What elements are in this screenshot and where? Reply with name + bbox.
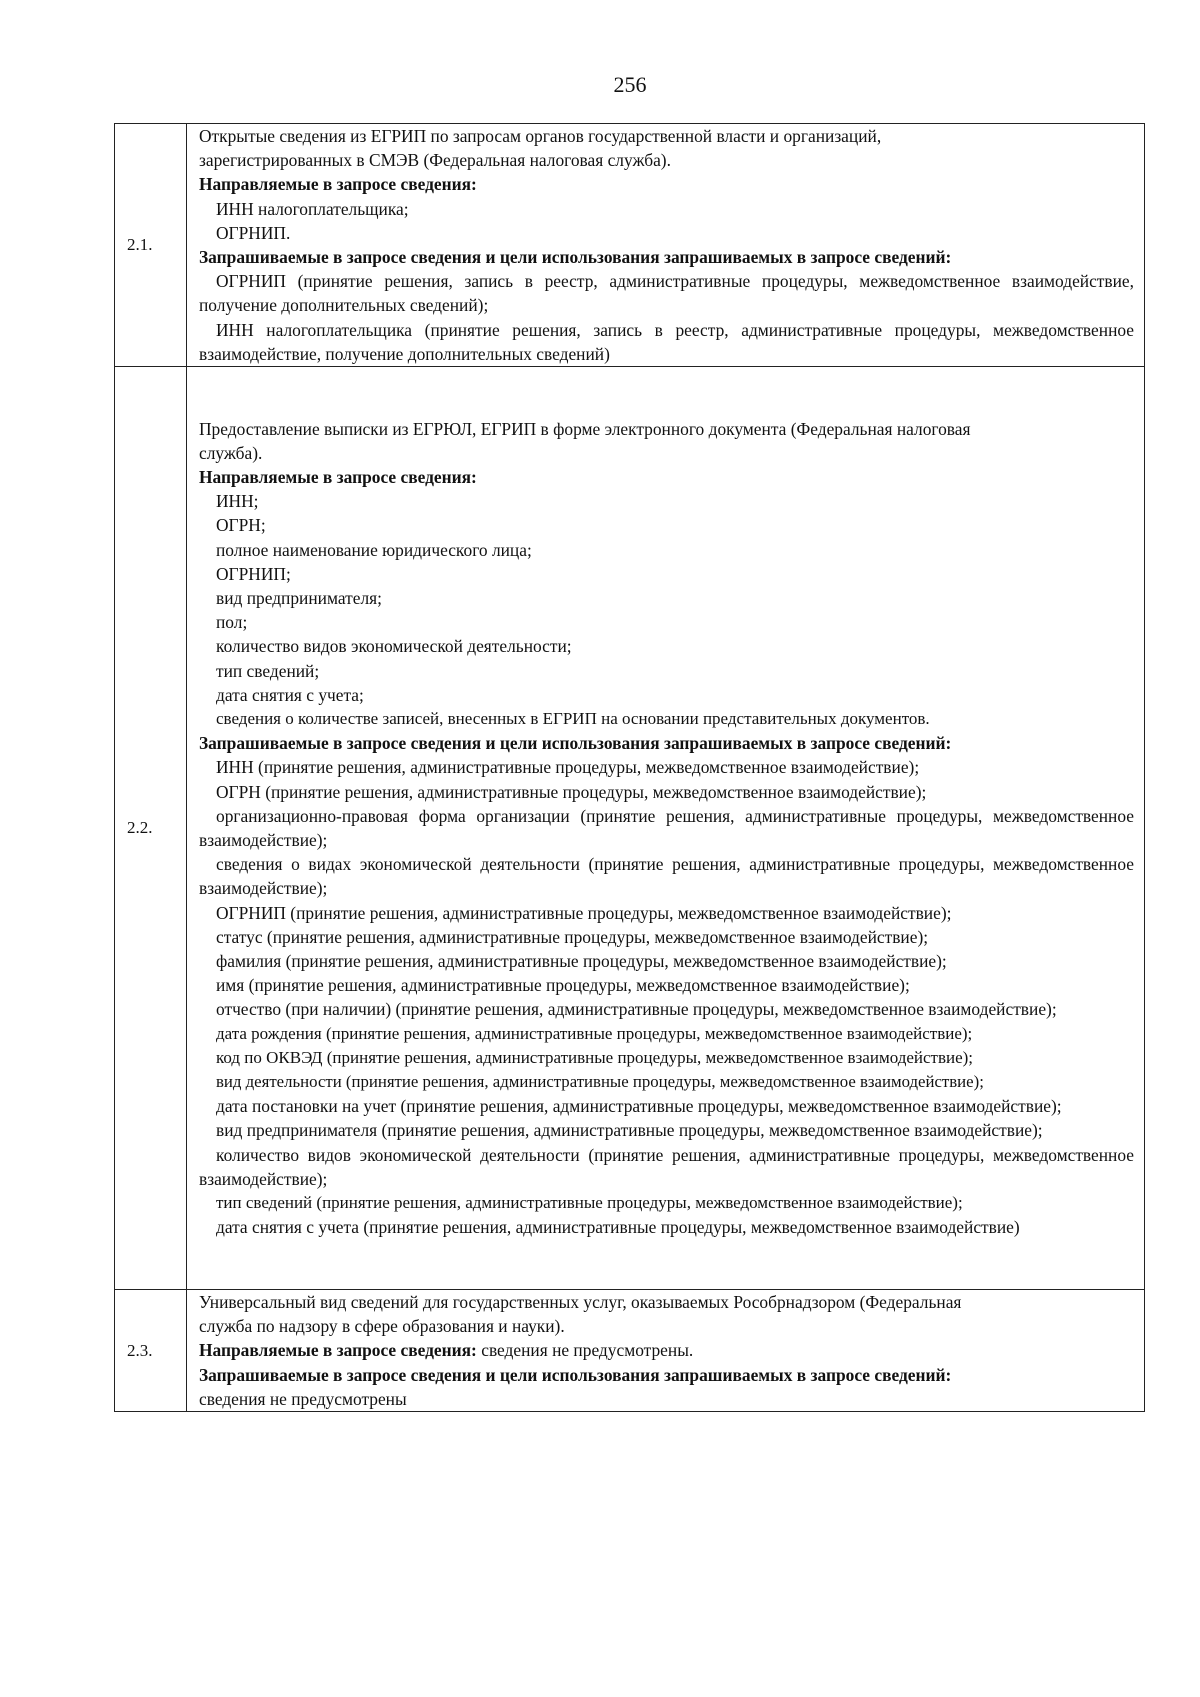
requested-data-item: количество видов экономической деятельности (принятие решения, административные процедуры, межведомственное взаимодействие); bbox=[199, 1144, 1134, 1189]
requested-data-item: ИНН (принятие решения, административные процедуры, межведомственное взаимодействие); bbox=[216, 757, 920, 778]
sent-data-item: сведения о количестве записей, внесенных в ЕГРИП на основании представительных документов. bbox=[216, 709, 930, 729]
sent-data-item: количество видов экономической деятельности; bbox=[216, 636, 572, 657]
requested-data-item: ОГРН (принятие решения, административные процедуры, межведомственное взаимодействие); bbox=[216, 781, 927, 802]
requested-data-heading: Запрашиваемые в запросе сведения и цели использования запрашиваемых в запросе сведений: bbox=[199, 733, 952, 754]
service-title-line: Предоставление выписки из ЕГРЮЛ, ЕГРИП в форме электронного документа (Федеральная налоговая bbox=[199, 418, 971, 439]
requested-data-item: тип сведений (принятие решения, административные процедуры, межведомственное взаимодействие); bbox=[216, 1193, 963, 1213]
sent-data-value: сведения не предусмотрены. bbox=[481, 1340, 694, 1361]
requested-data-item: сведения о видах экономической деятельности (принятие решения, административные процедуры, межведомственное взаимодействие); bbox=[199, 854, 1134, 899]
row-number: 2.3. bbox=[115, 1290, 187, 1412]
requested-data-heading: Запрашиваемые в запросе сведения и цели использования запрашиваемых в запросе сведений: bbox=[199, 1364, 952, 1385]
requested-data-item: фамилия (принятие решения, административные процедуры, межведомственное взаимодействие); bbox=[216, 951, 947, 972]
requested-data-item: отчество (при наличии) (принятие решения, административные процедуры, межведомственное взаимодействие); bbox=[216, 999, 1057, 1020]
requested-data-item: вид деятельности (принятие решения, административные процедуры, межведомственное взаимодействие); bbox=[216, 1072, 984, 1092]
sent-data-heading: Направляемые в запросе сведения: bbox=[199, 174, 477, 195]
sent-data-item: полное наименование юридического лица; bbox=[216, 539, 532, 560]
service-title-line: служба). bbox=[199, 442, 263, 463]
requested-data-item: дата снятия с учета (принятие решения, административные процедуры, межведомственное взаимодействие) bbox=[216, 1217, 1020, 1238]
sent-data-item: ОГРНИП; bbox=[216, 563, 291, 584]
requested-data-item: ИНН налогоплательщика (принятие решения, запись в реестр, административные процедуры, межведомственное взаимодействие, получение дополнительных сведений) bbox=[199, 319, 1134, 364]
sent-data-item: пол; bbox=[216, 612, 248, 633]
sent-data-heading: Направляемые в запросе сведения: bbox=[199, 466, 477, 487]
service-title-line: служба по надзору в сфере образования и науки). bbox=[199, 1316, 565, 1337]
services-table bbox=[114, 123, 1145, 1412]
requested-data-heading: Запрашиваемые в запросе сведения и цели использования запрашиваемых в запросе сведений: bbox=[199, 247, 952, 268]
sent-data-heading: Направляемые в запросе сведения: bbox=[199, 1340, 477, 1361]
requested-data-item: дата рождения (принятие решения, административные процедуры, межведомственное взаимодействие); bbox=[216, 1023, 973, 1043]
service-title-line: Открытые сведения из ЕГРИП по запросам органов государственной власти и организаций, bbox=[199, 126, 882, 146]
sent-data-item: тип сведений; bbox=[216, 660, 320, 681]
requested-data-item: ОГРНИП (принятие решения, запись в реестр, административные процедуры, межведомственное взаимодействие, получение дополнительных сведений); bbox=[199, 271, 1134, 316]
table-row bbox=[115, 367, 1145, 1290]
sent-data-item: дата снятия с учета; bbox=[216, 684, 364, 705]
requested-data-item: организационно-правовая форма организации (принятие решения, административные процедуры, межведомственное взаимодействие); bbox=[199, 805, 1134, 851]
requested-data-value: сведения не предусмотрены bbox=[199, 1388, 407, 1409]
row-content bbox=[187, 1290, 1145, 1412]
row-content bbox=[187, 124, 1145, 367]
service-title-line: Универсальный вид сведений для государственных услуг, оказываемых Рособрнадзором (Федеральная bbox=[199, 1292, 962, 1313]
service-title-line: зарегистрированных в СМЭВ (Федеральная налоговая служба). bbox=[199, 150, 671, 171]
row-number: 2.2. bbox=[115, 367, 187, 1290]
page-number: 256 bbox=[613, 72, 647, 97]
requested-data-item: код по ОКВЭД (принятие решения, административные процедуры, межведомственное взаимодействие); bbox=[216, 1047, 974, 1067]
sent-data-item: ОГРНИП. bbox=[216, 222, 291, 243]
sent-data-item: вид предпринимателя; bbox=[216, 588, 382, 608]
requested-data-item: ОГРНИП (принятие решения, административные процедуры, межведомственное взаимодействие); bbox=[216, 902, 952, 923]
requested-data-item: дата постановки на учет (принятие решения, административные процедуры, межведомственное взаимодействие); bbox=[216, 1096, 1062, 1117]
row-number: 2.1. bbox=[115, 124, 187, 367]
table-row bbox=[115, 124, 1145, 367]
row-content bbox=[187, 367, 1145, 1290]
requested-data-item: статус (принятие решения, административные процедуры, межведомственное взаимодействие); bbox=[216, 926, 929, 947]
sent-data-line bbox=[199, 1338, 1134, 1362]
sent-data-item: ИНН; bbox=[216, 491, 259, 512]
table-row bbox=[115, 1290, 1145, 1412]
sent-data-item: ОГРН; bbox=[216, 515, 266, 536]
requested-data-item: имя (принятие решения, административные процедуры, межведомственное взаимодействие); bbox=[216, 975, 910, 996]
sent-data-item: ИНН налогоплательщика; bbox=[216, 198, 409, 219]
requested-data-item: вид предпринимателя (принятие решения, административные процедуры, межведомственное взаимодействие); bbox=[216, 1120, 1043, 1141]
